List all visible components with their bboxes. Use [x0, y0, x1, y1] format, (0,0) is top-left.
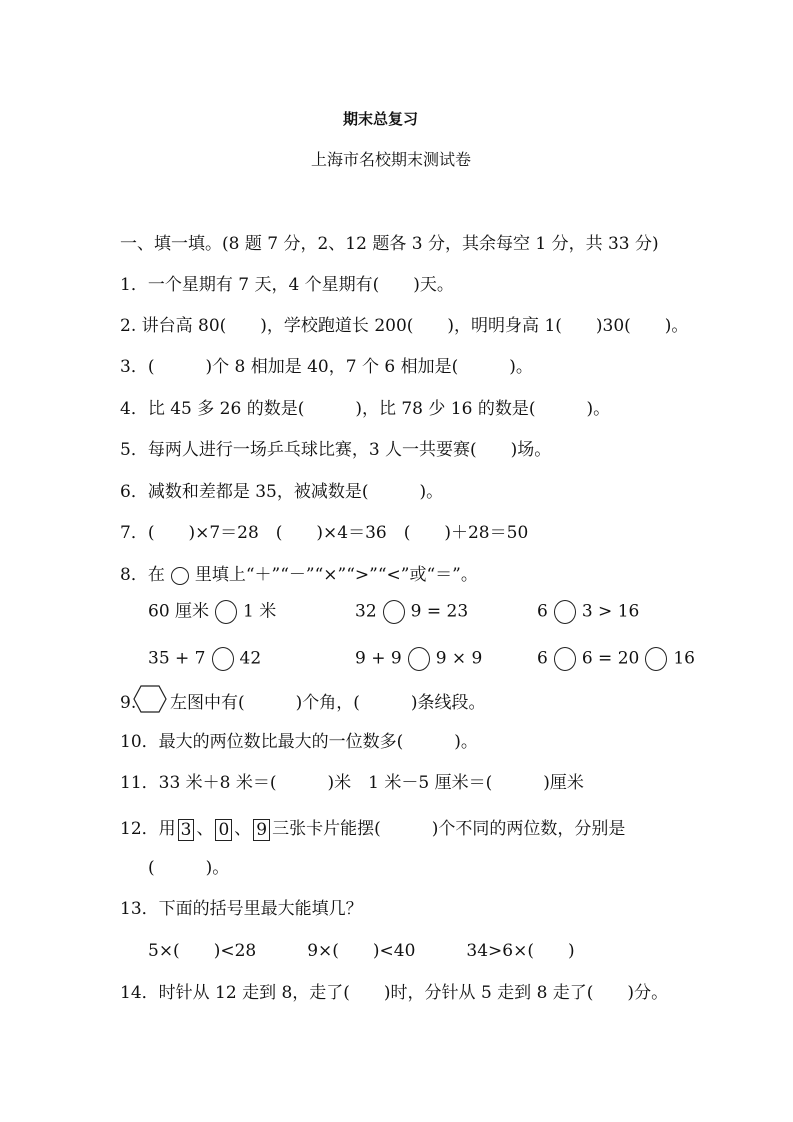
- question-3: 3．( )个 8 相加是 40，7 个 6 相加是( )。: [120, 357, 533, 377]
- question-13: 13．下面的括号里最大能填几？: [120, 899, 363, 919]
- answer-circle[interactable]: [554, 647, 576, 671]
- hexagon-icon: [132, 684, 168, 714]
- question-2: 2. 讲台高 80( )，学校跑道长 200( )，明明身高 1( )30( )。: [120, 316, 689, 336]
- page-title: 期末总复习: [343, 110, 419, 128]
- question-8-post: 里填上“＋”“－”“×”“>”“<”或“＝”。: [194, 565, 478, 585]
- question-8: [120, 564, 478, 586]
- answer-circle[interactable]: [408, 647, 430, 671]
- section-heading: 一、填一填。(8 题 7 分，2、12 题各 3 分，其余每空 1 分，共 33 分): [120, 234, 659, 254]
- circle-blank-icon: [171, 567, 189, 585]
- question-12: 12．用 3 、 0 、 9 三张卡片能摆( )个不同的两位数，分别是: [120, 819, 626, 840]
- answer-circle[interactable]: [212, 647, 234, 671]
- question-12-line2: ( )。: [148, 858, 230, 878]
- question-8-pre: 8．在: [120, 565, 165, 585]
- number-card: 3: [178, 819, 195, 841]
- q8-item-1-1: 60 厘米 1 米: [148, 600, 276, 624]
- answer-circle[interactable]: [383, 600, 405, 624]
- question-10: 10．最大的两位数比最大的一位数多( )。: [120, 732, 478, 752]
- page-subtitle: 上海市名校期末测试卷: [311, 150, 472, 169]
- question-4: 4．比 45 多 26 的数是( )，比 78 少 16 的数是( )。: [120, 399, 611, 419]
- question-11: 11．33 米＋8 米＝( )米 1 米－5 厘米＝( )厘米: [120, 773, 584, 793]
- number-card: 0: [215, 819, 232, 841]
- answer-circle[interactable]: [215, 600, 237, 624]
- answer-circle[interactable]: [554, 600, 576, 624]
- question-7: 7．( )×7＝28 ( )×4＝36 ( )＋28＝50: [120, 523, 529, 543]
- q8-item-2-1: 35 + 7 42: [148, 647, 261, 671]
- question-13-items: 5×( )<28 9×( )<40 34>6×( ): [148, 941, 575, 961]
- q8-item-1-2: 32 9 = 23: [355, 600, 468, 624]
- q8-item-1-3: 6 3 > 16: [537, 600, 639, 624]
- q8-item-2-2: 9 + 9 9 × 9: [355, 647, 482, 671]
- question-1: 1．一个星期有 7 天，4 个星期有( )天。: [120, 275, 454, 295]
- question-14: 14．时针从 12 走到 8，走了( )时，分针从 5 走到 8 走了( )分。: [120, 983, 669, 1003]
- question-6: 6．减数和差都是 35，被减数是( )。: [120, 482, 444, 502]
- answer-circle[interactable]: [645, 647, 667, 671]
- question-9-number: 9.: [120, 693, 137, 713]
- q8-item-2-3: 6 6 = 20 16: [537, 647, 695, 671]
- number-card: 9: [253, 819, 270, 841]
- question-9: 左图中有( )个角，( )条线段。: [170, 693, 486, 713]
- question-5: 5．每两人进行一场乒乓球比赛，3 人一共要赛( )场。: [120, 440, 552, 460]
